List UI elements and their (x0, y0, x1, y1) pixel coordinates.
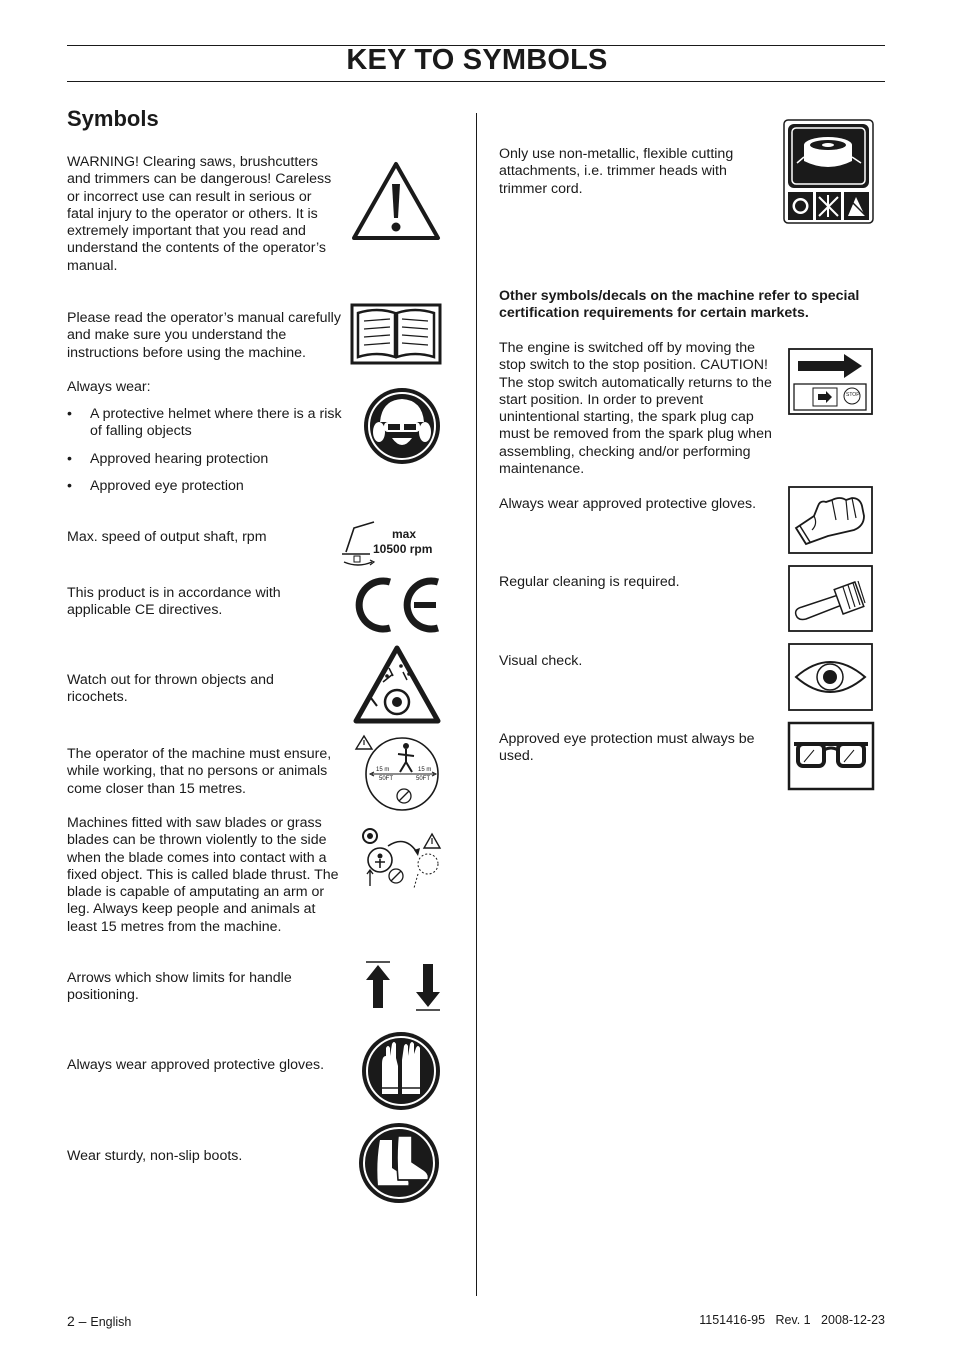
read-manual-text: Please read the operator’s manual carefully and make sure you understand the instructions before using the machine. (67, 310, 341, 361)
handle-limit-arrows-icon (362, 960, 442, 1012)
gloves-left-text: Always wear approved protective gloves. (67, 1057, 325, 1073)
document-number: 1151416-95 Rev. 1 2008-12-23 (699, 1313, 885, 1327)
list-item: • A protective helmet where there is a risk of falling objects (67, 406, 352, 441)
page-title: KEY TO SYMBOLS (346, 44, 608, 76)
stop-switch-icon (788, 348, 873, 415)
warning-triangle-icon (350, 160, 442, 242)
thrown-objects-text: Watch out for thrown objects and ricochets. (67, 672, 274, 706)
trimmer-head-icon (783, 119, 874, 224)
page-number-value: 2 – (67, 1313, 87, 1329)
distance-text: The operator of the machine must ensure, while working, that no persons or animals come closer than 15 metres. (67, 746, 332, 797)
header-bottom-rule (67, 81, 885, 82)
gloves-icon (360, 1030, 442, 1112)
list-item: • Approved hearing protection (67, 451, 352, 468)
blade-thrust-text: Machines fitted with saw blades or grass blades can be thrown violently to the side when the blade comes into contact with a fixed object. This is called blade thrust. The blade is capable of amputating an arm or leg. Always keep people and animals at least 15 metres from the machine. (67, 815, 339, 935)
distance-icon (352, 734, 444, 812)
distance-circle-icon (352, 734, 444, 812)
boots-icon (356, 1122, 442, 1204)
non-metallic-text: Only use non-metallic, flexible cutting attachments, i.e. trimmer heads with trimmer cord. (499, 146, 734, 197)
other-symbols-text: Other symbols/decals on the machine refer to special certification requirements for certain markets. (499, 288, 860, 322)
boots-text: Wear sturdy, non-slip boots. (67, 1148, 243, 1164)
footer-language: English (90, 1315, 132, 1329)
gloves-right-text: Always wear approved protective gloves. (499, 496, 757, 512)
column-divider (476, 113, 477, 1296)
page-number (67, 1313, 131, 1329)
max-speed-text: Max. speed of output shaft, rpm (67, 529, 267, 545)
max-label: max (392, 527, 417, 541)
distance-ft-right: 50FT (416, 776, 431, 782)
list-item: • Approved eye protection (67, 478, 352, 495)
manual-book-icon (350, 303, 442, 365)
visual-check-text: Visual check. (499, 653, 583, 669)
distance-ft-left: 50FT (379, 776, 394, 782)
thrown-objects-warning-icon (353, 644, 441, 724)
blade-thrust-icon (358, 826, 444, 892)
work-glove-icon (788, 486, 873, 554)
stop-label: STOP (846, 392, 860, 398)
max-speed-icon (340, 520, 444, 568)
rpm-label: 10500 rpm (373, 542, 433, 556)
stop-arrow-icon (788, 348, 873, 415)
warning-text: WARNING! Clearing saws, brushcutters and trimmers can be dangerous! Careless or incorrect use can result in serious or fatal injury to the operator or others. It is extremely important that you read and understand the contents of the operator’s manual. (67, 154, 332, 274)
eye-protection-text: Approved eye protection must always be used. (499, 731, 755, 765)
wear-list (67, 406, 352, 495)
stop-switch-text: The engine is switched off by moving the stop switch to the stop position. CAUTION! The stop switch automatically returns to the start position. In order to prevent unintentional starting, the spark plug cap must be removed from the spark plug when assembling, checking and/or performing maintenance. (499, 340, 772, 478)
eye-icon (788, 643, 873, 711)
distance-m-left: 15 m (376, 767, 390, 773)
section-title: Symbols (67, 106, 159, 131)
ce-text: This product is in accordance with applicable CE directives. (67, 585, 281, 619)
distance-m-right: 15 m (418, 767, 432, 773)
safety-glasses-icon (788, 722, 874, 790)
cleaning-brush-icon (788, 565, 873, 632)
helmet-ear-eye-protection-icon (362, 386, 442, 466)
cleaning-text: Regular cleaning is required. (499, 574, 680, 590)
ce-mark-icon (352, 574, 444, 636)
arrows-text: Arrows which show limits for handle positioning. (67, 970, 292, 1004)
always-wear-text: Always wear: (67, 379, 151, 395)
